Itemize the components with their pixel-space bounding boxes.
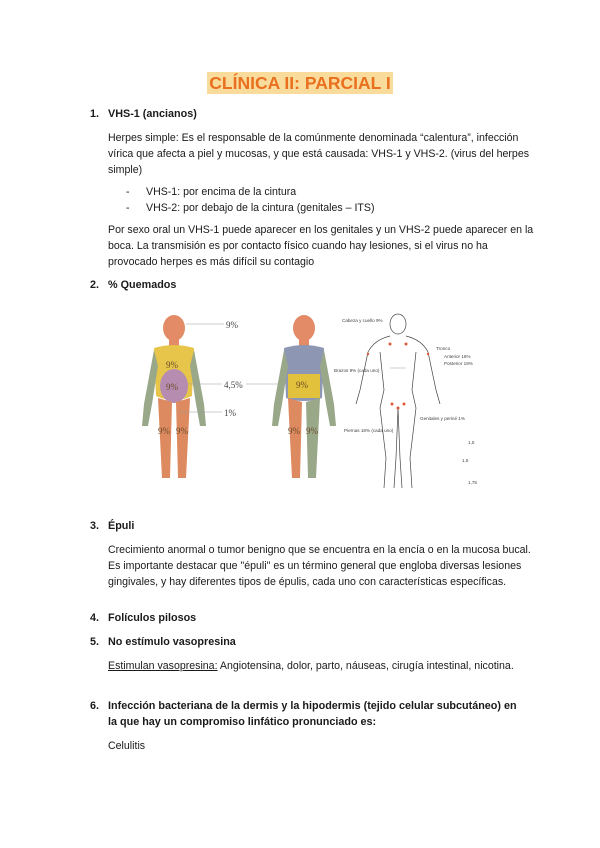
head-diagram-label: Cabeza y cuello 9%: [342, 318, 383, 323]
section-number: 1.: [90, 108, 100, 120]
section-number: 2.: [90, 279, 100, 291]
head-percent-label: 9%: [226, 320, 238, 330]
small-label: 1,5: [468, 440, 475, 445]
back-body-illustration: [272, 315, 336, 478]
section-title: No estímulo vasopresina: [108, 636, 236, 648]
underlined-term: Estimulan vasopresina:: [108, 660, 218, 672]
back-leg-left-label: 9%: [288, 426, 300, 436]
trunk-back-label: Posterior 18%: [444, 361, 473, 366]
back-leg-right-label: 9%: [306, 426, 318, 436]
burns-rule-of-nines-figure: [128, 308, 490, 500]
section-title: Infección bacteriana de la dermis y la hipodermis (tejido celular subcutáneo) en la que hay un compromiso linfático pronunciado es:: [108, 700, 517, 728]
section-3-heading: [90, 518, 134, 534]
genitals-diagram-label: Genitales y periné 1%: [420, 416, 465, 421]
section-4-heading: [90, 610, 196, 626]
title-container: [0, 72, 600, 94]
section-title: Folículos pilosos: [108, 612, 197, 624]
section-6-answer: Celulitis: [108, 740, 146, 752]
list-item-text: VHS-1: por encima de la cintura: [146, 186, 297, 198]
small-label: 1,5: [462, 458, 469, 463]
section-title: % Quemados: [108, 279, 177, 291]
section-5-text: Angiotensina, dolor, parto, náuseas, cirugía intestinal, nicotina.: [217, 660, 514, 672]
legs-diagram-label: Piernas 18% (cada uno): [344, 428, 394, 433]
section-5-body: [108, 658, 538, 674]
front-leg-left-label: 9%: [158, 426, 170, 436]
section-number: 6.: [90, 700, 100, 712]
list-item: - VHS-2: por debajo de la cintura (genitales – ITS): [126, 202, 375, 214]
back-label: 9%: [296, 380, 308, 390]
front-chest-label: 9%: [166, 360, 178, 370]
page-title: CLÍNICA II: PARCIAL I: [209, 73, 391, 93]
section-number: 5.: [90, 636, 100, 648]
small-label: 1,75: [468, 480, 477, 485]
genitals-percent-label: 1%: [224, 408, 236, 418]
trunk-front-label: Anterior 18%: [444, 354, 471, 359]
section-title: Épuli: [108, 520, 135, 532]
section-1-bullets: [126, 184, 546, 216]
front-abdomen-label: 9%: [166, 382, 178, 392]
diagram-red-markers: [367, 343, 429, 410]
section-number: 4.: [90, 612, 100, 624]
list-item: - VHS-1: por encima de la cintura: [126, 186, 297, 198]
section-1-outro: Por sexo oral un VHS-1 puede aparecer en los genitales y un VHS-2 puede aparecer en la boca. La transmisión es por contacto físico cuando hay lesiones, si el virus no ha provocado herpes es más difícil su contagio: [108, 224, 534, 268]
front-leg-right-label: 9%: [176, 426, 188, 436]
line-drawing-body-diagram: [356, 314, 440, 488]
section-1-heading: [90, 106, 197, 122]
trunk-label: Tronco: [436, 346, 451, 351]
front-body-illustration: [142, 315, 206, 478]
arms-diagram-label: Brazos 9% (cada uno): [334, 368, 380, 373]
section-3-body: Crecimiento anormal o tumor benigno que se encuentra en la encía o en la mucosa bucal. Es importante destacar que "épuli" es un término general que engloba diversas lesiones gingivales, y hay diferentes tipos de épulis, cada uno con características específicas.: [108, 544, 531, 588]
arm-percent-label: 4,5%: [224, 380, 243, 390]
section-2-heading: [90, 277, 176, 293]
section-number: 3.: [90, 520, 100, 532]
section-6-heading: [90, 698, 520, 730]
list-item-text: VHS-2: por debajo de la cintura (genitales – ITS): [146, 202, 375, 214]
section-1-intro: Herpes simple: Es el responsable de la comúnmente denominada “calentura”, infección vírica que afecta a piel y mucosas, y que está causada: VHS-1 y VHS-2. (virus del herpes simple): [108, 132, 530, 176]
section-5-heading: [90, 634, 236, 650]
section-title: VHS-1 (ancianos): [108, 108, 197, 120]
